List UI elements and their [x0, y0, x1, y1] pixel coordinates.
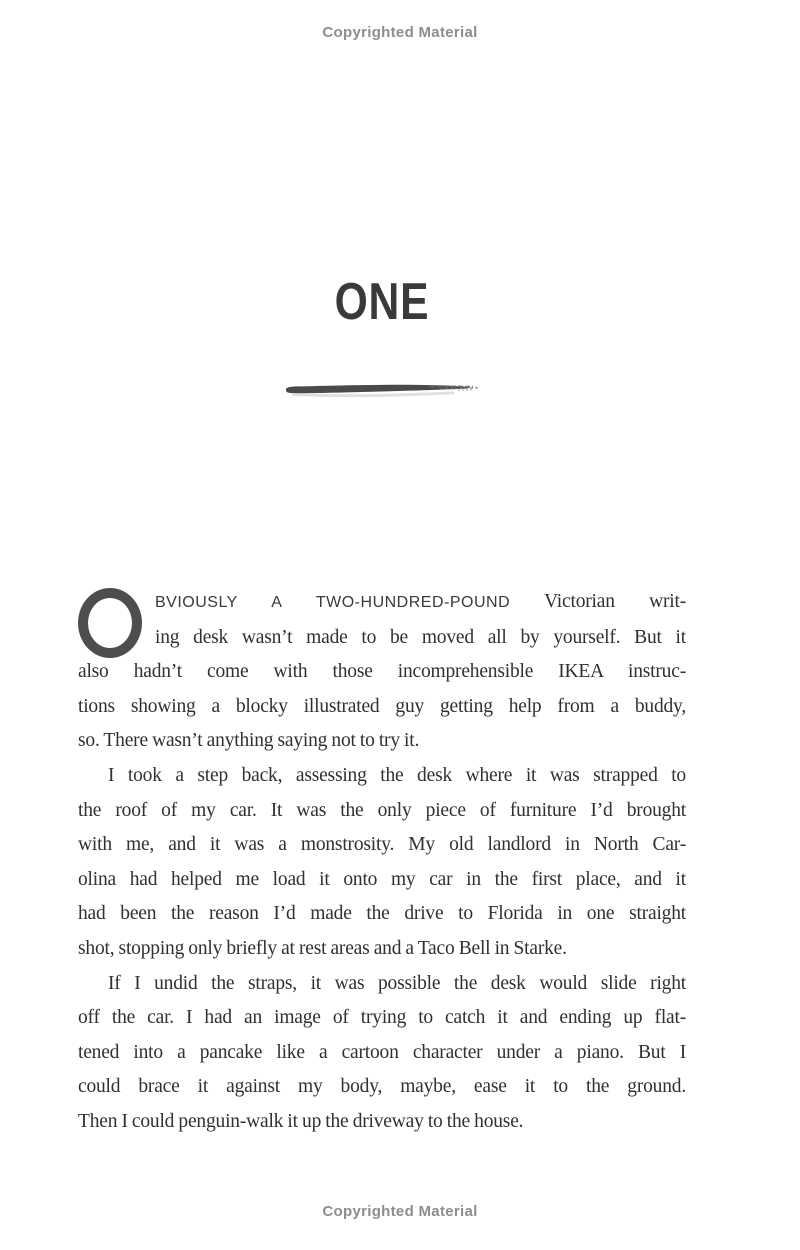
drop-cap-letter: [78, 588, 142, 658]
text-line: I took a step back, assessing the desk where it was strapped to: [108, 764, 686, 786]
brush-stroke-ornament: [78, 377, 686, 408]
text-line: had been the reason I’d made the drive to Florida in one straight: [78, 903, 686, 925]
chapter-title: ONE: [334, 273, 430, 331]
text-line: tened into a pancake like a cartoon character under a piano. But I: [78, 1041, 686, 1063]
text-line: so. There wasn’t anything saying not to try it.: [78, 730, 420, 752]
copyright-notice-top: Copyrighted Material: [322, 24, 478, 41]
copyright-notice-bottom: Copyrighted Material: [322, 1203, 478, 1220]
text-line: tions showing a blocky illustrated guy getting help from a buddy,: [78, 695, 686, 717]
text-line: Then I could penguin-walk it up the driveway to the house.: [78, 1110, 524, 1132]
drop-cap-glyph: [88, 598, 89, 599]
text-line: olina had helped me load it onto my car in the first place, and it: [78, 868, 686, 890]
text-line: shot, stopping only briefly at rest areas and a Taco Bell in Starke.: [78, 937, 567, 959]
text-line: If I undid the straps, it was possible the desk would slide right: [108, 972, 686, 994]
brush-stroke-icon: [282, 377, 482, 403]
text-line: the roof of my car. It was the only piece of furniture I’d brought: [78, 799, 686, 821]
lead-in-small-caps: BVIOUSLY A TWO-HUNDRED-POUND: [155, 594, 511, 611]
text-line: also hadn’t come with those incomprehensible IKEA instruc-: [78, 661, 686, 683]
text-line: BVIOUSLY A TWO-HUNDRED-POUND Victorian writ-: [155, 591, 686, 612]
body-text: [78, 585, 686, 1140]
text-line: ing desk wasn’t made to be moved all by yourself. But it: [155, 626, 686, 648]
text-line: could brace it against my body, maybe, ease it to the ground.: [78, 1076, 686, 1098]
text-line: with me, and it was a monstrosity. My old landlord in North Car-: [78, 834, 686, 856]
text-line: off the car. I had an image of trying to catch it and ending up flat-: [78, 1007, 686, 1029]
